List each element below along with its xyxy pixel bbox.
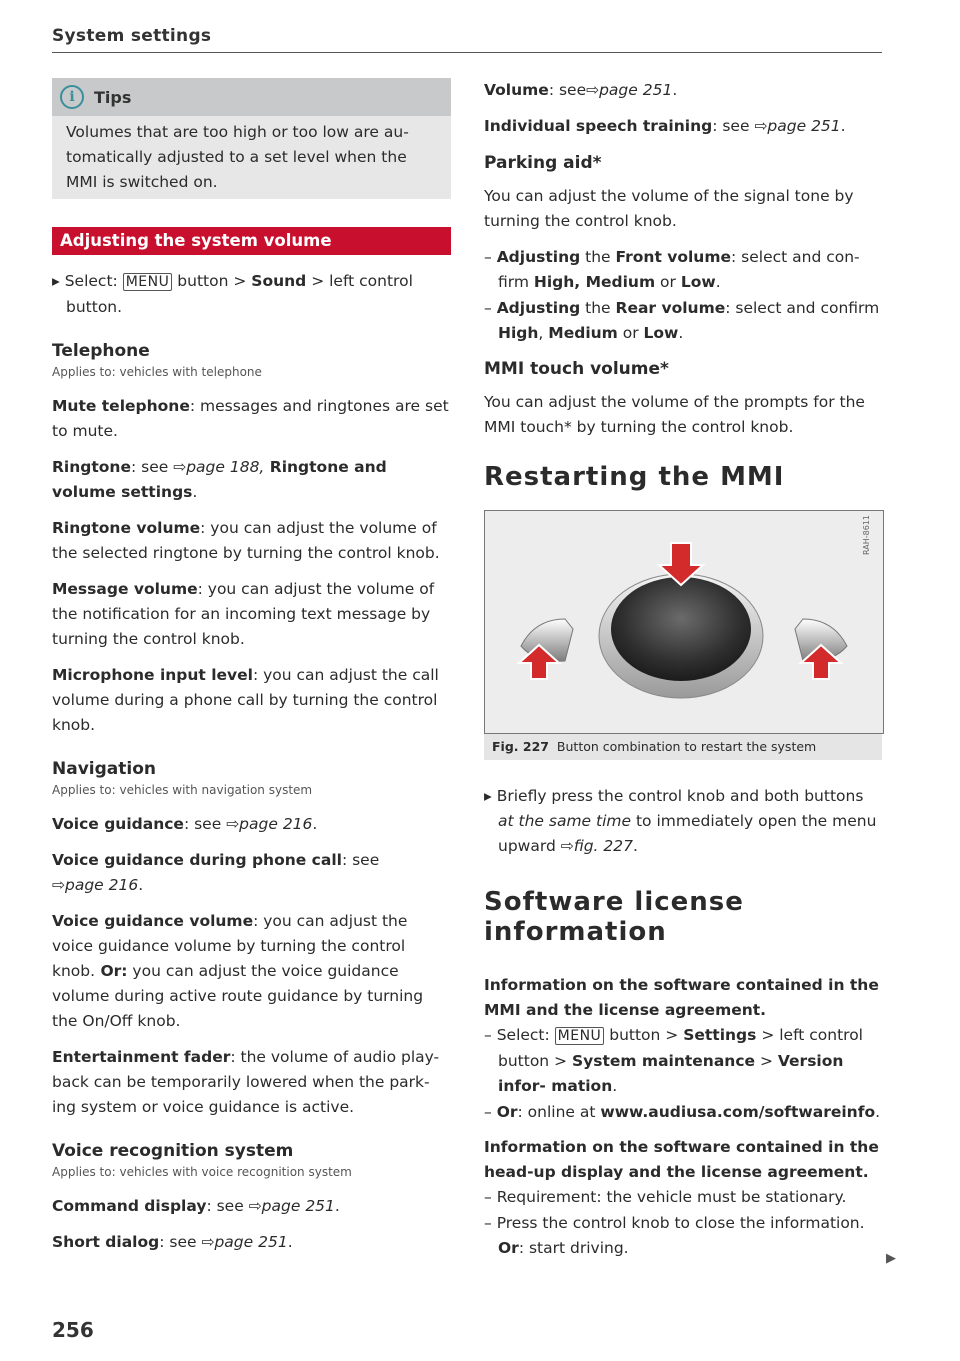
page-ref-link[interactable]: ⇨page 251 (586, 81, 673, 99)
tips-header (52, 78, 451, 116)
figure-ref-link[interactable]: ⇨fig. 227 (560, 837, 633, 855)
page-ref-link[interactable]: ⇨page 251 (754, 117, 841, 135)
restart-step: ▸ Briefly press the control knob and both buttons at the same time to immediately open the menu upward ⇨fig. 227. (484, 787, 877, 855)
license-heading: Software license information (484, 887, 744, 947)
voice-recognition-heading: Voice recognition system (52, 1141, 294, 1161)
tips-title: Tips (94, 87, 132, 107)
bullet-triangle-icon: ▸ (52, 272, 65, 290)
mmi-license-online-step: – Or: online at www.audiusa.com/softwareinfo. (484, 1103, 881, 1121)
telephone-heading: Telephone (52, 341, 150, 361)
telephone-applies: Applies to: vehicles with telephone (52, 365, 262, 379)
mmi-touch-text: You can adjust the volume of the prompts for the MMI touch* by turning the control knob. (484, 393, 865, 436)
page-ref-link[interactable]: ⇨page 216 (226, 815, 313, 833)
volume-item: Volume: see⇨page 251. (484, 81, 678, 99)
continue-arrow-icon: ▶ (886, 1251, 896, 1266)
page-header (52, 26, 882, 53)
voice-guidance: Voice guidance: see ⇨page 216. (52, 815, 318, 833)
left-column (52, 78, 451, 1266)
speech-training-item: Individual speech training: see ⇨page 251. (484, 117, 846, 135)
message-volume: Message volume: you can adjust the volume of the notification for an incoming text message by turning the control knob. (52, 580, 435, 648)
mmi-license-select-step: – Select: MENU button > Settings > left control button > System maintenance > Version infor- mation. (484, 1026, 863, 1095)
entertainment-fader: Entertainment fader: the volume of audio play- back can be temporarily lowered when the park- ing system or voice guidance is active. (52, 1048, 440, 1116)
page-ref-link[interactable]: ⇨page 251 (248, 1197, 335, 1215)
right-column (484, 78, 882, 1262)
voice-recognition-applies: Applies to: vehicles with voice recognition system (52, 1165, 352, 1179)
figure-caption: Fig. 227 Button combination to restart the system (484, 734, 882, 760)
short-dialog: Short dialog: see ⇨page 251. (52, 1233, 293, 1251)
tips-box (52, 78, 451, 199)
mmi-touch-heading: MMI touch volume* (484, 359, 669, 379)
mmi-license-subheading: Information on the software contained in the MMI and the license agreement. (484, 976, 879, 1019)
mute-telephone: Mute telephone: messages and ringtones are set to mute. (52, 397, 449, 440)
adjust-step: ▸ Select: MENU button > Sound > left control button. (52, 272, 413, 316)
hud-license-subheading: Information on the software contained in the head-up display and the license agreement. (484, 1138, 879, 1181)
parking-aid-text: You can adjust the volume of the signal tone by turning the control knob. (484, 187, 854, 230)
command-display: Command display: see ⇨page 251. (52, 1197, 340, 1215)
page-ref-link[interactable]: ⇨page 216 (52, 876, 139, 894)
parking-aid-heading: Parking aid* (484, 153, 602, 173)
page-ref-link[interactable]: ⇨page 188, (173, 458, 265, 476)
close-info-step: – Press the control knob to close the information. Or: start driving. (484, 1214, 865, 1257)
license-url-link[interactable]: www.audiusa.com/softwareinfo (600, 1103, 876, 1121)
rear-volume-step: – Adjusting the Rear volume: select and confirm High, Medium or Low. (484, 299, 880, 342)
ringtone: Ringtone: see ⇨page 188, Ringtone and volume settings. (52, 458, 387, 501)
front-volume-step: – Adjusting the Front volume: select and con- firm High, Medium or Low. (484, 248, 860, 291)
control-knob-illustration (485, 511, 883, 733)
menu-key: MENU (123, 273, 173, 291)
adjust-volume-heading: Adjusting the system volume (52, 227, 451, 255)
navigation-heading: Navigation (52, 759, 156, 779)
ringtone-volume: Ringtone volume: you can adjust the volume of the selected ringtone by turning the control knob. (52, 519, 440, 562)
requirement-step: – Requirement: the vehicle must be stationary. (484, 1188, 847, 1206)
microphone-input-level: Microphone input level: you can adjust the call volume during a phone call by turning the control knob. (52, 666, 439, 734)
section-title: System settings (52, 26, 212, 46)
tips-body: Volumes that are too high or too low are au- tomatically adjusted to a set level when the MMI is switched on. (66, 123, 409, 191)
page-number: 256 (52, 1318, 94, 1342)
voice-guidance-volume: Voice guidance volume: you can adjust the voice guidance volume by turning the control knob. Or: you can adjust the voice guidance volume during active route guidance by turning the On/Off knob. (52, 912, 424, 1030)
restart-figure (484, 510, 884, 734)
page-ref-link[interactable]: ⇨page 251 (201, 1233, 288, 1251)
navigation-applies: Applies to: vehicles with navigation system (52, 783, 313, 797)
menu-key: MENU (555, 1027, 605, 1045)
voice-guidance-call: Voice guidance during phone call: see ⇨page 216. (52, 851, 380, 894)
info-icon: i (60, 85, 84, 109)
restart-heading: Restarting the MMI (484, 462, 785, 492)
figure-code: RAH-8611 (862, 515, 871, 555)
bullet-triangle-icon: ▸ (484, 787, 497, 805)
